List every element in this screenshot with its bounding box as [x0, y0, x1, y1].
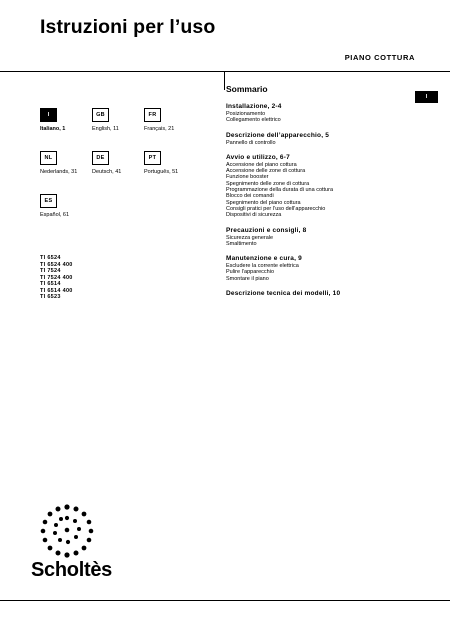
page-title: Istruzioni per l’uso	[40, 16, 216, 38]
toc-item[interactable]: Pulire l’apparecchio	[226, 269, 274, 276]
toc-section-descrizione	[226, 132, 421, 146]
language-italiano[interactable]	[40, 108, 100, 134]
language-deutsch[interactable]	[92, 151, 152, 177]
bottom-rule	[0, 600, 450, 601]
toc-item[interactable]: Posizionamento	[226, 111, 266, 117]
toc-item[interactable]: Programmazione della durata di una cottura	[226, 187, 334, 194]
toc-section-title[interactable]: Installazione, 2-4	[226, 103, 282, 110]
language-code-badge: ES	[40, 194, 57, 208]
toc-item[interactable]: Spegnimento delle zone di cottura	[226, 180, 310, 187]
toc-item[interactable]: Smontare il piano	[226, 275, 269, 282]
language-code-badge: NL	[40, 151, 57, 165]
toc-section-installazione	[226, 103, 421, 124]
toc-section-precauzioni	[226, 227, 421, 248]
language-code-badge: GB	[92, 108, 109, 122]
model-code: TI 6514 400	[40, 287, 73, 294]
toc-heading: Sommario	[226, 84, 268, 94]
language-portugues[interactable]	[144, 151, 204, 177]
language-code-badge: FR	[144, 108, 161, 122]
language-code-badge: DE	[92, 151, 109, 165]
toc-section-descrizione-tecnica	[226, 290, 421, 298]
brand-logo-icon	[30, 500, 105, 560]
language-code-badge: I	[40, 108, 57, 122]
toc-section-title[interactable]: Avvio e utilizzo, 6-7	[226, 153, 290, 161]
toc-item[interactable]: Spegnimento del piano cottura	[226, 199, 301, 206]
model-list	[40, 255, 73, 301]
table-of-contents	[226, 103, 421, 306]
language-label: Español, 61	[40, 212, 70, 218]
toc-item[interactable]: Accensione del piano cottura	[226, 161, 297, 168]
toc-section-title[interactable]: Precauzioni e consigli, 8	[226, 226, 307, 234]
toc-item[interactable]: Blocco dei comandi	[226, 193, 274, 200]
model-code: TI 6523	[40, 294, 61, 300]
model-code: TI 6514	[40, 281, 61, 287]
language-label: Nederlands, 31	[40, 169, 78, 175]
toc-section-title[interactable]: Descrizione dell’apparecchio, 5	[226, 131, 330, 139]
model-code: TI 6524	[40, 255, 61, 261]
column-divider	[224, 72, 225, 90]
language-nederlands[interactable]	[40, 151, 100, 177]
language-label: Français, 21	[144, 126, 175, 132]
model-code: TI 6524 400	[40, 261, 73, 268]
product-type-label: PIANO COTTURA	[344, 53, 415, 62]
model-code: TI 7524	[40, 268, 61, 274]
model-code: TI 7524 400	[40, 274, 73, 281]
toc-item[interactable]: Funzione booster	[226, 174, 269, 181]
top-rule	[0, 71, 450, 72]
language-label: English, 11	[92, 126, 119, 132]
toc-item[interactable]: Dispositivi di sicurezza	[226, 212, 282, 219]
toc-item[interactable]: Sicurezza generale	[226, 234, 274, 241]
toc-item[interactable]: Accensione delle zone di cottura	[226, 168, 306, 175]
language-english[interactable]	[92, 108, 152, 134]
toc-item[interactable]: Escludere la corrente elettrica	[226, 263, 299, 270]
language-espanol[interactable]	[40, 194, 100, 220]
language-label: Português, 51	[144, 169, 179, 175]
brand-wordmark: Scholtès	[31, 559, 112, 581]
toc-section-manutenzione	[226, 255, 421, 282]
language-code-badge: PT	[144, 151, 161, 165]
toc-section-title[interactable]: Manutenzione e cura, 9	[226, 255, 302, 263]
toc-item[interactable]: Collegamento elettrico	[226, 117, 281, 124]
language-label: Italiano, 1	[40, 126, 66, 132]
language-label: Deutsch, 41	[92, 169, 122, 175]
toc-item[interactable]: Smaltimento	[226, 240, 257, 247]
toc-item[interactable]: Consigli pratici per l’uso dell’apparecchio	[226, 205, 326, 212]
toc-item[interactable]: Pannello di controllo	[226, 139, 276, 146]
toc-section-avvio	[226, 154, 421, 219]
toc-section-title[interactable]: Descrizione tecnica dei modelli, 10	[226, 290, 341, 298]
language-side-tab: I	[415, 91, 438, 103]
language-francais[interactable]	[144, 108, 204, 134]
